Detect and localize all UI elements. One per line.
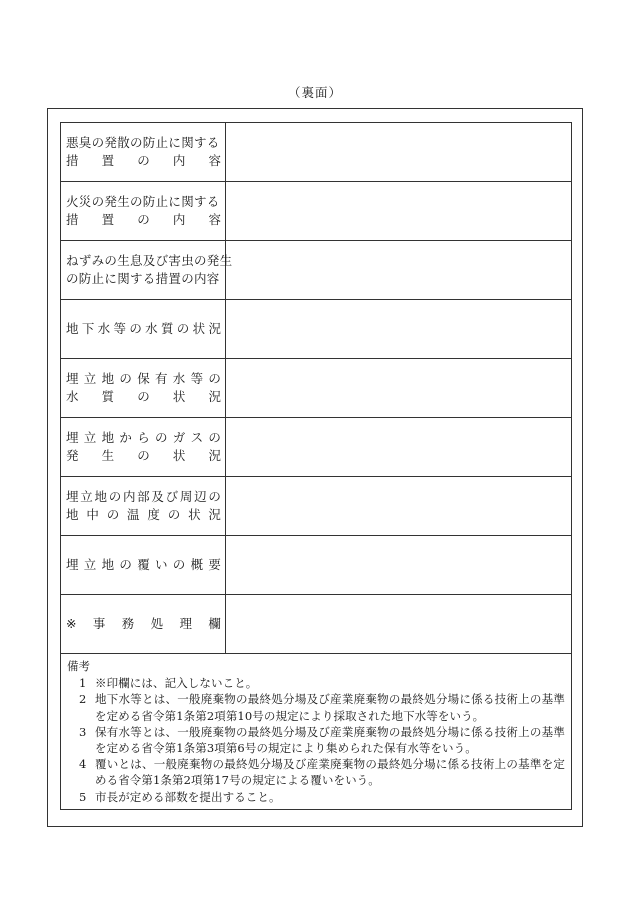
row-label [61,477,226,536]
row-label-line: 埋 立 地 の 内 部 及 び 周 辺 の [66,489,221,504]
note-item [67,756,565,788]
form-row [61,418,572,477]
form-row [61,300,572,359]
row-label-line: 発 生 の 状 況 [66,448,221,463]
note-item [67,724,565,756]
row-value-field[interactable] [226,123,572,182]
row-value-field[interactable] [226,182,572,241]
note-number: 5 [79,789,87,804]
row-label-line: 埋 立 地 の 覆 い の 概 要 [66,557,221,572]
form-row [61,241,572,300]
row-label-line: 埋 立 地 か ら の ガ ス の [66,430,221,445]
note-text: ※印欄には、記入しないこと。 [95,676,258,691]
form-table [60,122,572,810]
note-item [67,675,565,691]
row-label-line: ※ 事 務 処 理 欄 [66,616,221,631]
page-title: （裏面） [287,85,342,100]
row-value-field[interactable] [226,418,572,477]
row-value-field[interactable] [226,300,572,359]
row-label-line: 地 下 水 等 の 水 質 の 状 況 [66,321,221,336]
row-label [61,595,226,654]
note-number: 3 [79,724,87,739]
form-row [61,477,572,536]
row-label-line: 地 中 の 温 度 の 状 況 [66,507,221,522]
row-label [61,123,226,182]
form-row [61,123,572,182]
row-label [61,182,226,241]
row-label [61,241,233,300]
form-row [61,359,572,418]
row-value-field[interactable] [226,477,572,536]
notes-row [61,654,572,810]
row-label-line: の防止に関する措置の内容 [66,271,220,286]
form-row [61,595,572,654]
row-label [61,359,226,418]
note-number: 2 [79,692,87,707]
form-row [61,182,572,241]
row-label-line: 水 質 の 状 況 [66,389,221,404]
row-label-line: 埋 立 地 の 保 有 水 等 の [66,371,221,386]
note-text: 保有水等とは、一般廃棄物の最終処分場及び産業廃棄物の最終処分場に係る技術上の基準を定める省令第1条第3項第6号の規定により集められた保有水等をいう。 [95,724,565,756]
row-label-line: 措 置 の 内 容 [66,153,221,168]
note-number: 4 [79,757,87,772]
row-label [61,300,226,359]
note-text: 市長が定める部数を提出すること。 [95,789,281,804]
note-item [67,691,565,723]
row-value-field[interactable] [226,536,572,595]
row-value-field[interactable] [226,595,572,654]
row-value-field[interactable] [226,241,572,300]
row-label [61,536,226,595]
form-row [61,536,572,595]
row-label-line: ねずみの生息及び害虫の発生 [66,253,233,268]
row-label-line: 悪臭の発散の防止に関する [66,135,220,150]
row-label [61,418,226,477]
notes-title: 備考 [67,659,90,673]
row-label-line: 火災の発生の防止に関する [66,194,220,209]
row-value-field[interactable] [226,359,572,418]
note-number: 1 [79,676,87,691]
notes-section [61,654,572,810]
note-text: 地下水等とは、一般廃棄物の最終処分場及び産業廃棄物の最終処分場に係る技術上の基準を定める省令第1条第2項第10号の規定により採取された地下水等をいう。 [95,692,565,723]
row-label-line: 措 置 の 内 容 [66,212,221,227]
note-item [67,789,565,805]
note-text: 覆いとは、一般廃棄物の最終処分場及び産業廃棄物の最終処分場に係る技術上の基準を定める省令第1条第2項第17号の規定による覆いをいう。 [95,757,565,788]
